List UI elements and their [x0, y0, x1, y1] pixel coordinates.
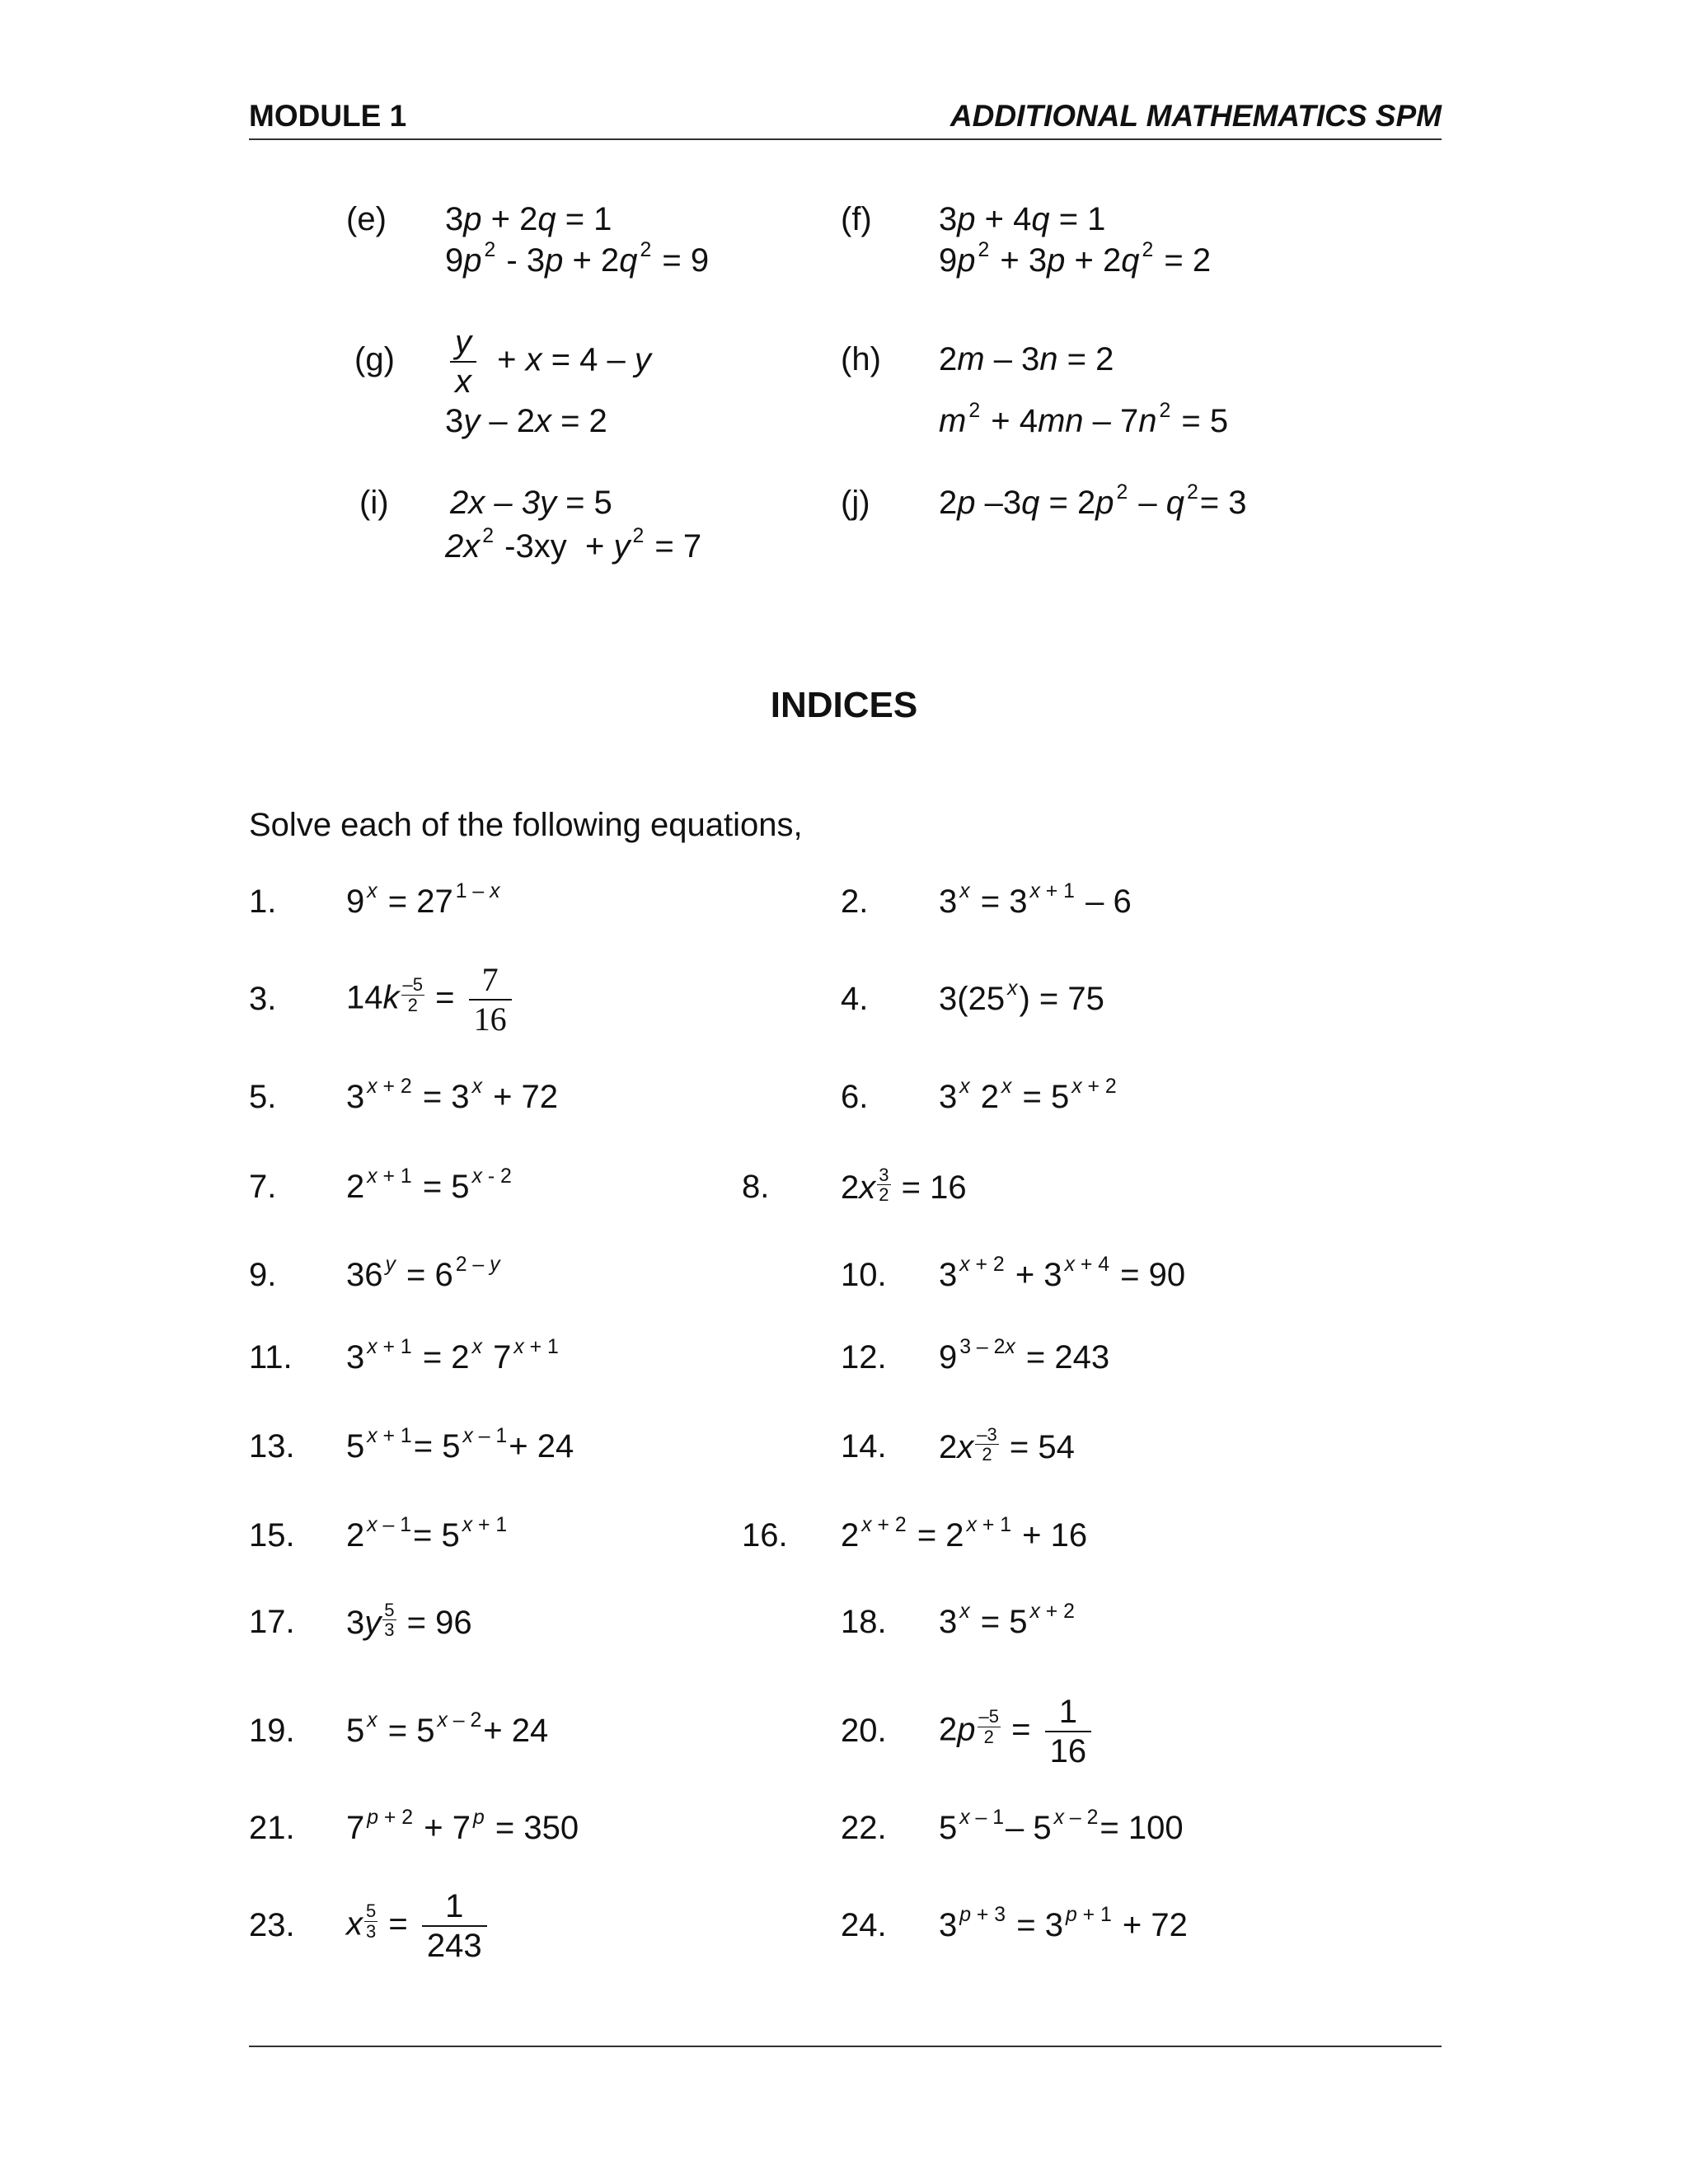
- question-equation: 3(25 $^x$) = 75: [939, 977, 1104, 1017]
- header-rule: [249, 138, 1442, 140]
- question-number: 20.: [841, 1713, 887, 1749]
- part-label-g: (g): [354, 341, 395, 377]
- question-equation: 5 $^{x - 1}$– 5 $^{x - 2}$= 100: [939, 1806, 1184, 1846]
- question-number: 8.: [742, 1169, 770, 1205]
- question-equation: 2 $^{x + 1}$ = 5 $^{x - 2}$: [346, 1165, 512, 1205]
- equation-g-1: $\frac{y}{x}$ + x = 4 – y: [450, 323, 651, 401]
- instruction-text: Solve each of the following equations,: [249, 807, 803, 843]
- equation-i-1: 2x – 3y = 5: [450, 485, 612, 521]
- part-label-e: (e): [346, 201, 387, 237]
- question-equation: 9 $^{3 - 2x}$ = 243: [939, 1335, 1110, 1376]
- question-number: 14.: [841, 1428, 887, 1465]
- question-equation: 14k $\frac{-5}{2}$ = $\frac{7}{16}$: [346, 961, 517, 1038]
- part-label-f: (f): [841, 201, 872, 237]
- question-number: 16.: [742, 1517, 788, 1554]
- question-equation: 2p $\frac{-5}{2}$ = $\frac{1}{16}$: [939, 1693, 1096, 1770]
- question-equation: 3 $^{x + 2}$ = 3 $^x$ + 72: [346, 1075, 559, 1115]
- question-equation: 5 $^x$ = 5 $^{x - 2}$+ 24: [346, 1708, 549, 1749]
- equation-f-1: 3p + 4q = 1: [939, 201, 1106, 237]
- question-equation: 2x $\frac{3}{2}$ = 16: [841, 1165, 967, 1207]
- footer-rule: [249, 2046, 1442, 2047]
- question-equation: 2x $\frac{-3}{2}$ = 54: [939, 1424, 1075, 1466]
- subject-title: ADDITIONAL MATHEMATICS SPM: [950, 99, 1442, 133]
- question-number: 21.: [249, 1810, 295, 1846]
- question-equation: 2 $^{x - 1}$= 5 $^{x + 1}$: [346, 1513, 508, 1554]
- question-equation: 7 $^{p + 2}$ + 7 $^p$ = 350: [346, 1806, 579, 1846]
- question-equation: 3 $^x$ = 3 $^{x + 1}$ – 6: [939, 879, 1132, 920]
- equation-f-2: 9p $^2$ + 3p + 2q $^2$ = 2: [939, 238, 1212, 279]
- question-number: 2.: [841, 883, 869, 920]
- question-equation: 36 $^y$ = 6 $^{2 - y}$: [346, 1253, 500, 1293]
- question-number: 18.: [841, 1604, 887, 1640]
- question-equation: 3y $\frac{5}{3}$ = 96: [346, 1600, 472, 1642]
- question-number: 6.: [841, 1079, 869, 1115]
- part-label-j: (j): [841, 485, 870, 521]
- question-number: 4.: [841, 981, 869, 1017]
- part-label-i: (i): [359, 485, 389, 521]
- question-number: 1.: [249, 883, 277, 920]
- question-number: 22.: [841, 1810, 887, 1846]
- question-number: 19.: [249, 1713, 295, 1749]
- question-equation: 3 $^{x + 2}$ + 3 $^{x + 4}$ = 90: [939, 1253, 1186, 1293]
- equation-h-2: m $^2$ + 4mn – 7n $^2$ = 5: [939, 399, 1229, 439]
- equation-h-1: 2m – 3n = 2: [939, 341, 1114, 377]
- module-label: MODULE 1: [249, 99, 407, 133]
- question-equation: 3 $^x$ = 5 $^{x + 2}$: [939, 1600, 1075, 1640]
- question-equation: 5 $^{x + 1}$= 5 $^{x - 1}$+ 24: [346, 1424, 574, 1465]
- question-number: 9.: [249, 1257, 277, 1293]
- question-equation: 3 $^{p + 3}$ = 3 $^{p + 1}$ + 72: [939, 1903, 1188, 1943]
- question-equation: 9 $^x$ = 27 $^{1 - x}$: [346, 879, 500, 920]
- equation-j: 2p –3q = 2p $^2$ – q $^2$= 3: [939, 480, 1247, 521]
- question-equation: 3 $^{x + 1}$ = 2 $^x$ 7 $^{x + 1}$: [346, 1335, 559, 1376]
- question-number: 12.: [841, 1339, 887, 1376]
- question-number: 11.: [249, 1339, 293, 1376]
- question-number: 5.: [249, 1079, 277, 1115]
- question-number: 13.: [249, 1428, 295, 1465]
- equation-i-2: 2x $^2$ -3xy + y $^2$ = 7: [445, 524, 702, 565]
- question-number: 17.: [249, 1604, 295, 1640]
- question-number: 15.: [249, 1517, 295, 1554]
- question-equation: 2 $^{x + 2}$ = 2 $^{x + 1}$ + 16: [841, 1513, 1088, 1554]
- part-label-h: (h): [841, 341, 881, 377]
- equation-e-1: 3p + 2q = 1: [445, 201, 612, 237]
- question-number: 24.: [841, 1907, 887, 1943]
- question-equation: x $\frac{5}{3}$ = $\frac{1}{243}$: [346, 1887, 492, 1965]
- question-number: 7.: [249, 1169, 277, 1205]
- equation-e-2: 9p $^2$ - 3p + 2q $^2$ = 9: [445, 238, 710, 279]
- equation-g-2: 3y – 2x = 2: [445, 403, 607, 439]
- question-equation: 3 $^x$ 2 $^x$ = 5 $^{x + 2}$: [939, 1075, 1117, 1115]
- question-number: 10.: [841, 1257, 887, 1293]
- question-number: 3.: [249, 981, 277, 1017]
- section-title: INDICES: [770, 685, 918, 725]
- question-number: 23.: [249, 1907, 295, 1943]
